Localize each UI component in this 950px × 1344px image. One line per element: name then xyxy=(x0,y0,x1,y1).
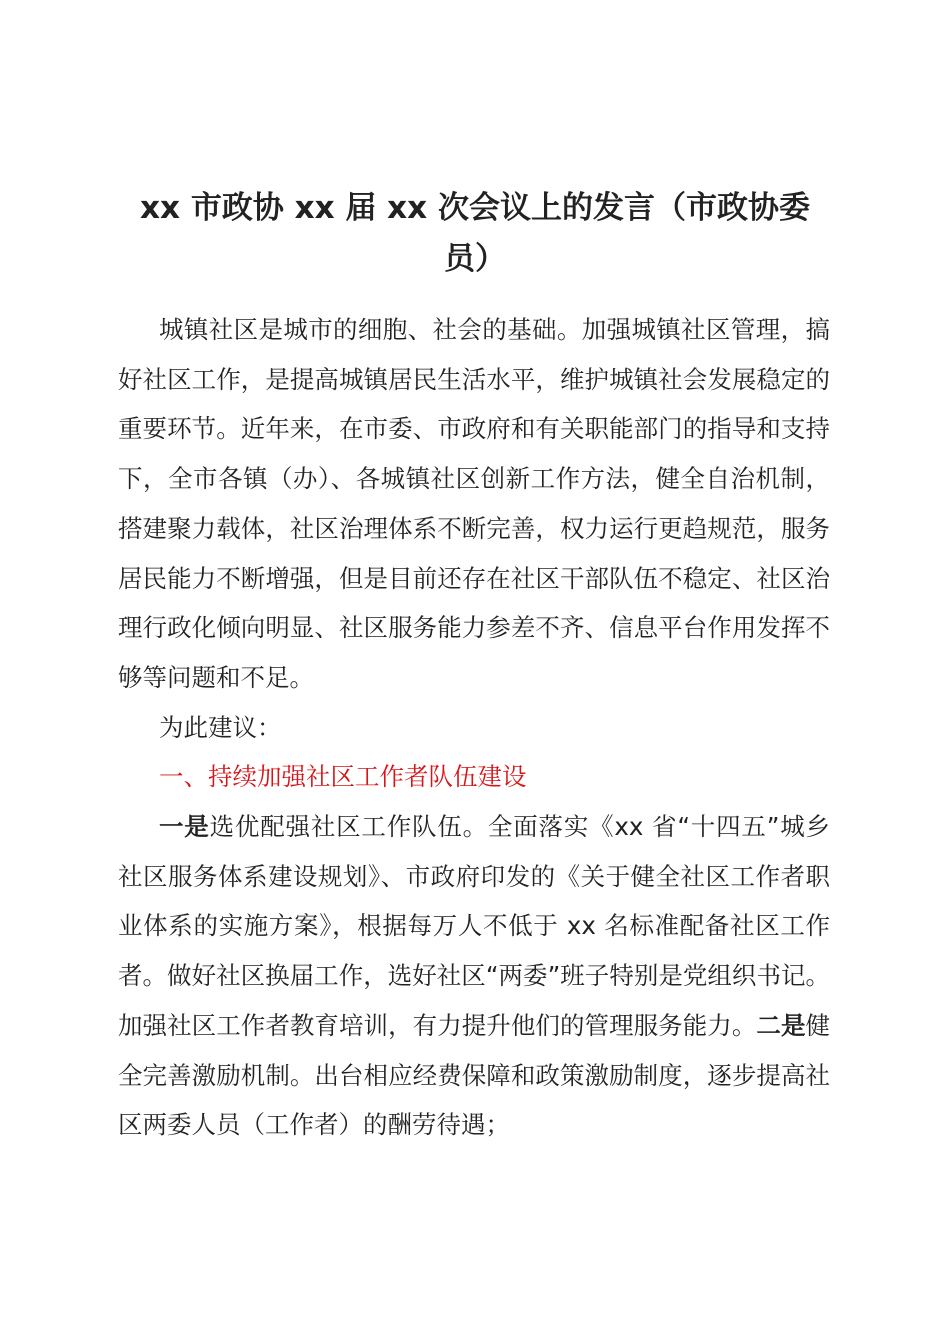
lead-phrase-second: 二是 xyxy=(756,1010,806,1040)
section-1-text-second: 健全完善激励机制。出台相应经费保障和政策激励制度，逐步提高社区两委人员（工作者）的酬劳待遇； xyxy=(118,1010,830,1140)
section-heading-1: 一、持续加强社区工作者队伍建设 xyxy=(159,762,527,792)
section-1-text-first: 选优配强社区工作队伍。全面落实《xx 省“十四五”城乡社区服务体系建设规划》、市政府印发的《关于健全社区工作者职业体系的实施方案》，根据每万人不低于 xx 名标准配备社区工作者。做好社区换届工作，选好社区“两委”班子特别是党组织书记。加强社区工作者教育培训，有力提升他们的管理服务能力。 xyxy=(118,812,831,1040)
proposal-lead-paragraph: 为此建议： xyxy=(159,712,282,742)
document-title: xx 市政协 xx 届 xx 次会议上的发言（市政协委员） xyxy=(140,190,810,277)
document-body xyxy=(118,305,830,1150)
intro-paragraph: 城镇社区是城市的细胞、社会的基础。加强城镇社区管理，搞好社区工作，是提高城镇居民生活水平，维护城镇社会发展稳定的重要环节。近年来，在市委、市政府和有关职能部门的指导和支持下，全市各镇（办）、各城镇社区创新工作方法，健全自治机制，搭建聚力载体，社区治理体系不断完善，权力运行更趋规范，服务居民能力不断增强，但是目前还存在社区干部队伍不稳定、社区治理行政化倾向明显、社区服务能力参差不齐、信息平台作用发挥不够等问题和不足。 xyxy=(118,315,830,692)
section-1-paragraph xyxy=(118,802,830,1150)
lead-phrase-first: 一是 xyxy=(159,812,210,842)
